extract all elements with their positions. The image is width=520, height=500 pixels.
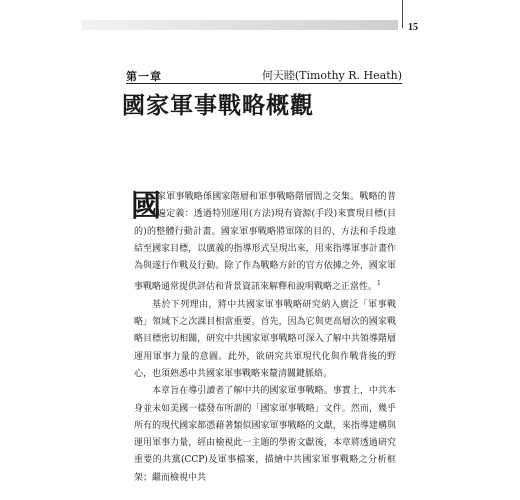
chapter-title: 國家軍事戰略概觀 xyxy=(122,92,314,119)
drop-cap: 國 xyxy=(131,189,161,224)
paragraph-3: 本章旨在導引讀者了解中共的國家軍事戰略。事實上，中共本身並未如美國一樣發布所謂的「國家軍事戰略」文件。然而，幾乎所有的現代國家都憑藉著類似國家軍事戰略的文獻，來指導建構與運用軍事力量，經由檢視此一主題的學術文獻後，本章將透過研究重要的共黨(CCP)及軍事檔案，描繪中共國家軍事戰略之分析框架；繼而檢視中共 xyxy=(134,386,396,483)
chapter-rule xyxy=(126,83,402,84)
paragraph-1-text: 家軍事戰略係國家階層和軍事戰略階層間之交集。戰略的普遍定義：透過特別運用(方法)現有資源(手段)來實現目標(目的)的整體行動計畫。國家軍事戰略將軍隊的目的、方法和手段連結至國家目標，以廣義的指導形式呈現出來，用來指導軍事計畫作為與遂行作戰及行動。除了作為戰略方針的官方依據之外，國家軍事戰略通常提供評估和背景資訊來解釋和說明戰略之正當性。 xyxy=(134,192,396,293)
body-text xyxy=(131,189,396,487)
header-rule xyxy=(402,0,403,28)
page-number: 15 xyxy=(408,22,418,33)
paragraph-1 xyxy=(131,189,396,297)
paragraph-2: 基於下列理由，將中共國家軍事戰略研究納入廣泛「軍事戰略」領域下之次課目相當重要。首先，因為它與更高層次的國家戰略目標密切相關，研究中共國家軍事戰略可深入了解中共領導階層運用軍事力量的意圖。此外，欲研究共軍現代化與作戰背後的野心，也須熟悉中共國家軍事戰略來釐清關鍵脈絡。 xyxy=(134,299,396,379)
header-bar xyxy=(82,20,398,30)
chapter-author: 何天睦(Timothy R. Heath) xyxy=(261,69,402,82)
chapter-label: 第一章 xyxy=(126,70,162,83)
footnote-marker: 1 xyxy=(377,280,381,288)
